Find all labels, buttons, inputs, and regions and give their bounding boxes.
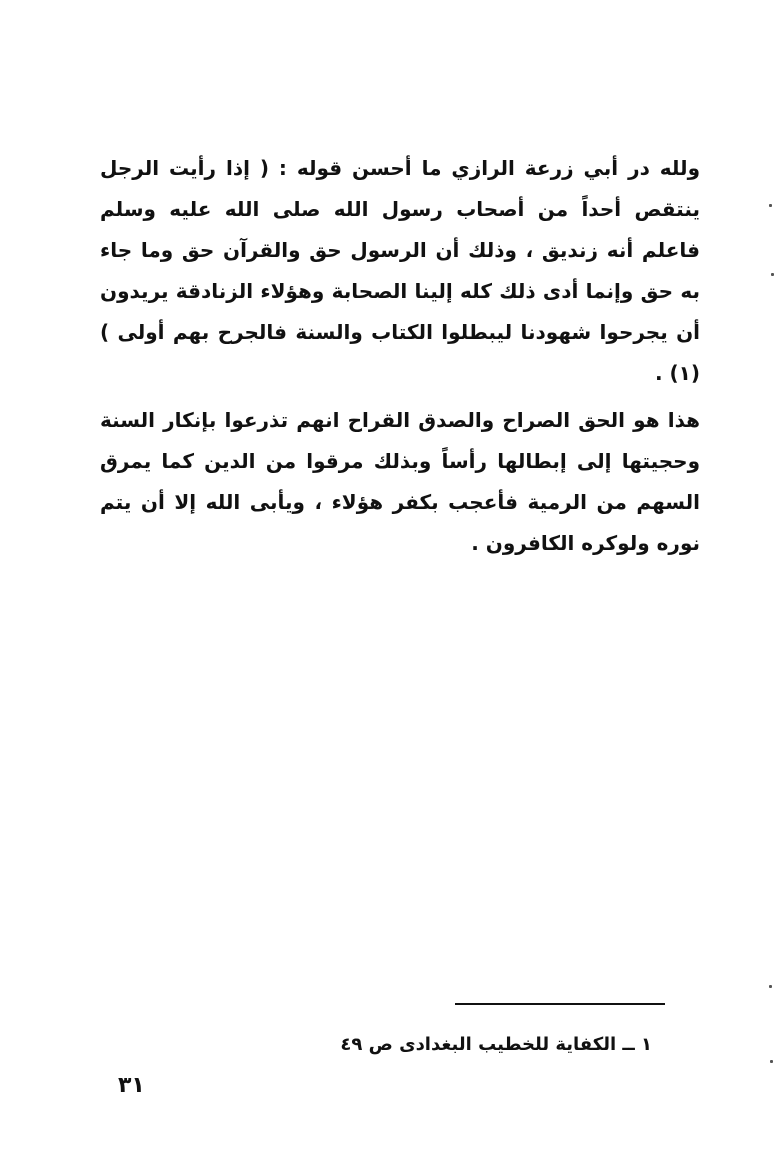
scan-speck	[770, 1060, 773, 1063]
scan-speck	[769, 204, 772, 207]
scan-speck	[769, 985, 772, 988]
scan-speck	[771, 273, 774, 276]
paragraph-abu-zura-quote: ولله در أبي زرعة الرازي ما أحسن قوله : ( إذا رأيت الرجل ينتقص أحداً من أصحاب رسول الله صلى الله عليه وسلم فاعلم أنه زنديق ، وذلك أن الرسول حق والقرآن حق وما جاء به حق وإنما أدى ذلك كله إلينا الصحابة وهؤلاء الزنادقة يريدون أن يجرحوا شهودنا ليبطلوا الكتاب والسنة فالجرح بهم أولى ) (١) .	[100, 156, 700, 385]
footnote: ١ ــ الكفاية للخطيب البغدادى ص ٤٩	[340, 1034, 652, 1055]
main-text	[100, 148, 700, 564]
page-number: ٣١	[118, 1073, 145, 1098]
paragraph-conclusion: هذا هو الحق الصراح والصدق القراح انهم تذرعوا بإنكار السنة وحجيتها إلى إبطالها رأساً وبذلك مرقوا من الدين كما يمرق السهم من الرمية فأعجب بكفر هؤلاء ، ويأبى الله إلا أن يتم نوره ولوكره الكافرون .	[100, 408, 700, 555]
footnote-separator	[455, 1003, 665, 1005]
